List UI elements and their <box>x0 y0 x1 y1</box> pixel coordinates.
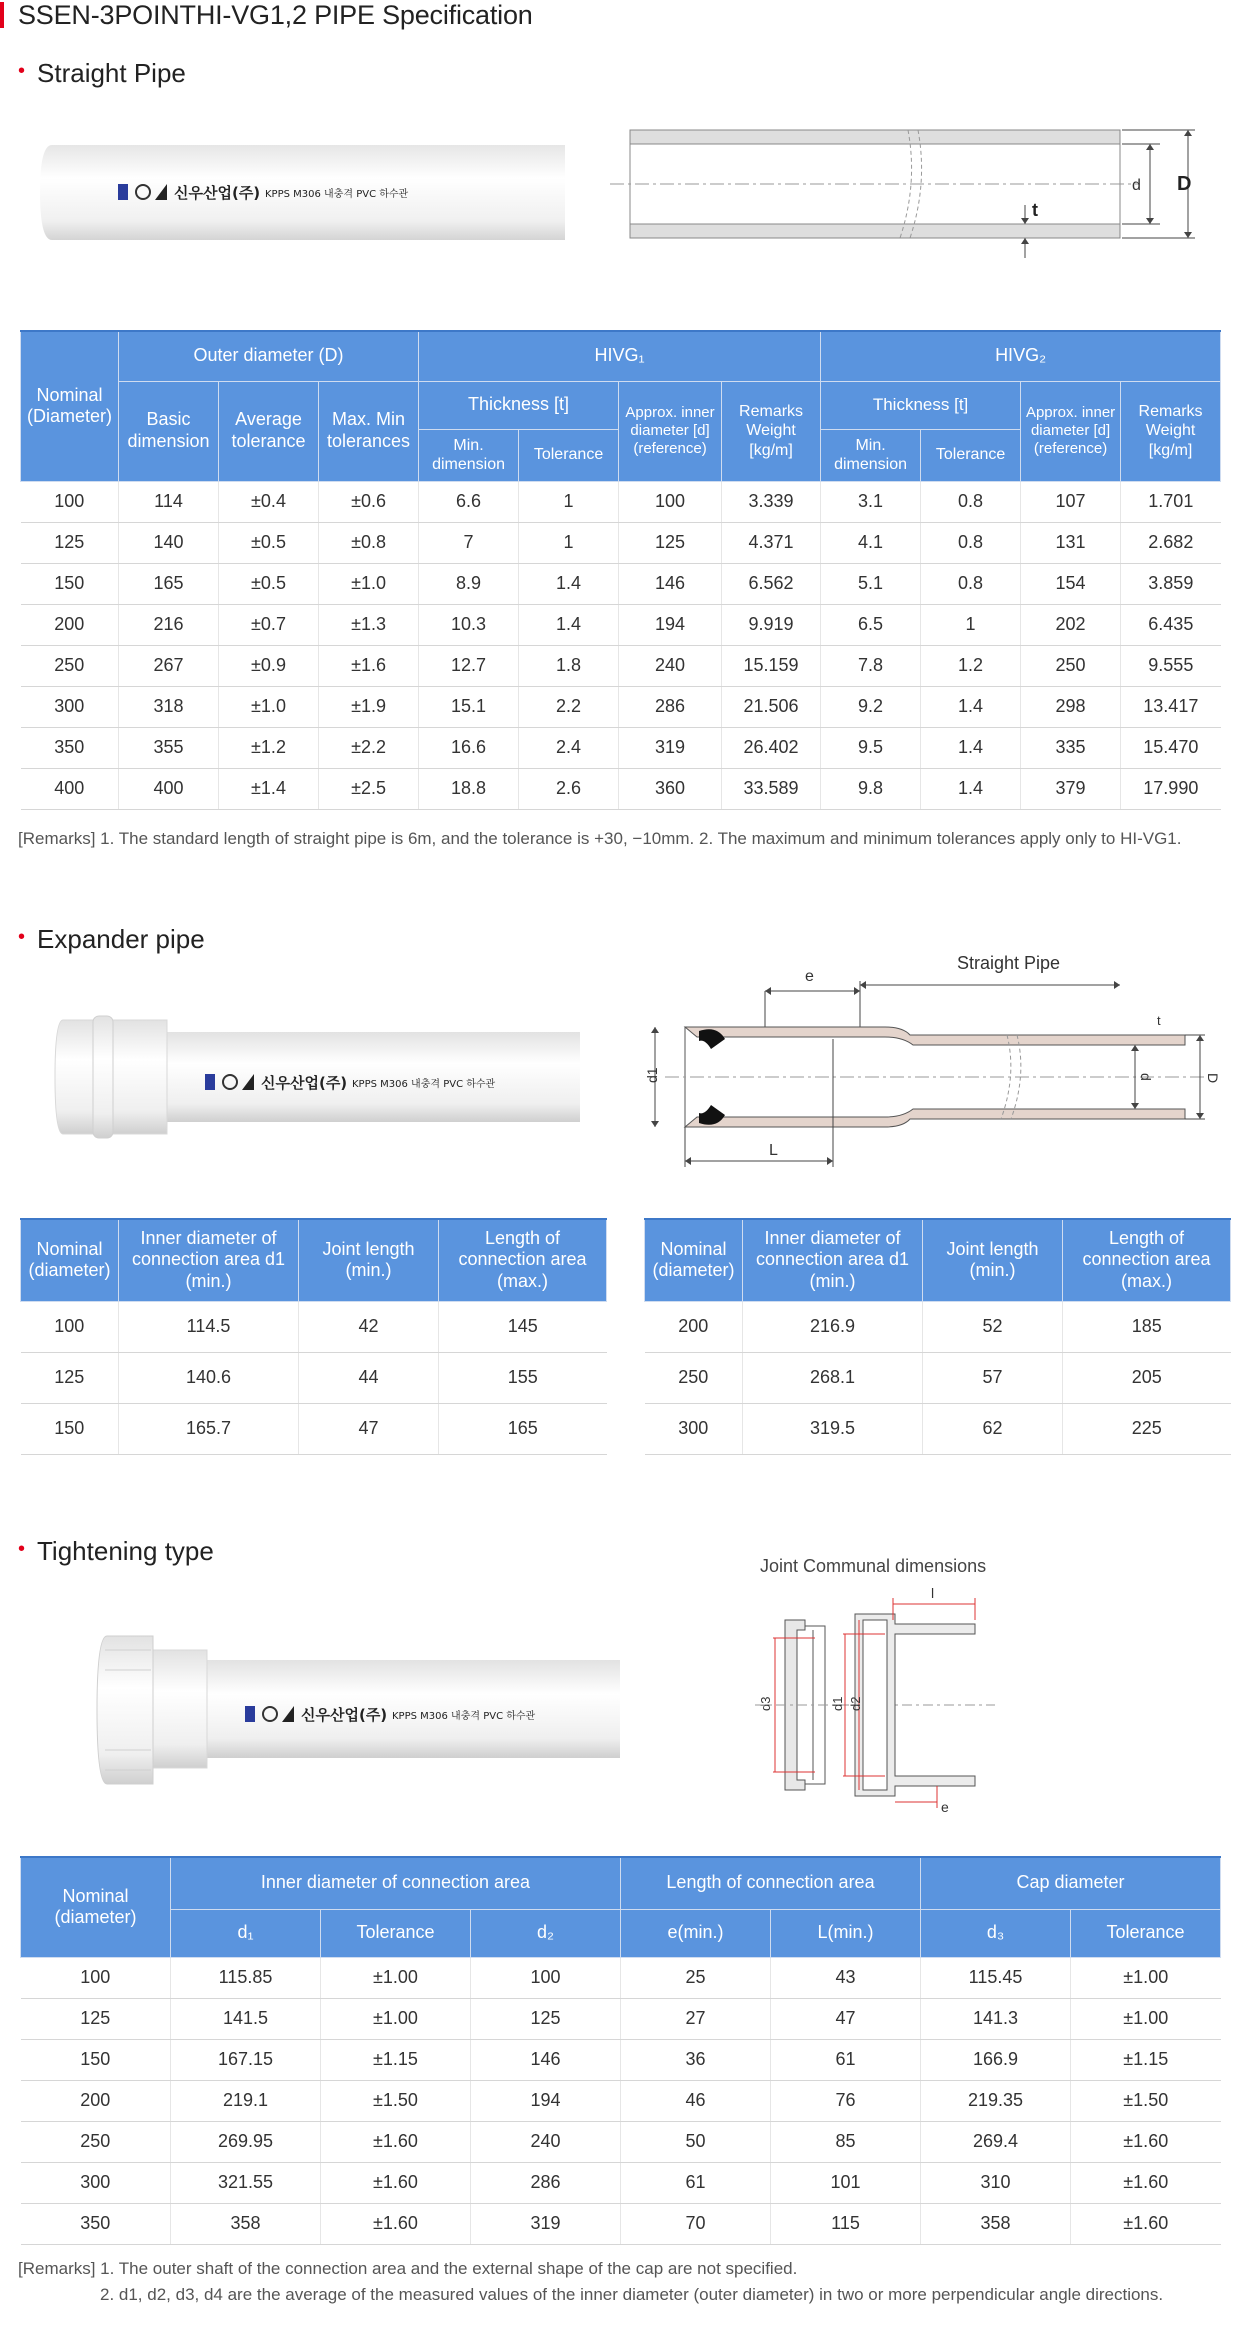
table-row <box>21 1352 607 1403</box>
table-row <box>21 2121 1221 2162</box>
table-cell: 165 <box>439 1403 607 1454</box>
table-row <box>21 1403 607 1454</box>
col-d1: d₁ <box>171 1909 321 1957</box>
table-row <box>21 2080 1221 2121</box>
table-cell: 0.8 <box>921 481 1021 522</box>
table-cell: ±1.0 <box>219 686 319 727</box>
table-cell: 52 <box>923 1301 1063 1352</box>
col-L-min: L(min.) <box>771 1909 921 1957</box>
table-cell: 240 <box>471 2121 621 2162</box>
table-cell: 100 <box>21 1301 119 1352</box>
table-cell: 61 <box>771 2039 921 2080</box>
table-cell: 115 <box>771 2203 921 2244</box>
table-cell: 310 <box>921 2162 1071 2203</box>
svg-text:d1: d1 <box>830 1696 845 1711</box>
tightening-remarks-2: 2. d1, d2, d3, d4 are the average of the measured values of the inner diameter (outer diameter) in two or more perpendicular angle directions. <box>100 2285 1164 2304</box>
table-cell: 46 <box>621 2080 771 2121</box>
section-heading-tightening: • Tightening type <box>18 1536 214 1566</box>
table-cell: 150 <box>21 563 119 604</box>
joint-diagram-caption: Joint Communal dimensions <box>760 1556 987 1576</box>
table-cell: 115.45 <box>921 1957 1071 1998</box>
col-inner-diameter-d1: Inner diameter of connection area d1 (min.) <box>119 1219 299 1301</box>
table-cell: 1.4 <box>921 686 1021 727</box>
table-cell: 85 <box>771 2121 921 2162</box>
table-cell: 101 <box>771 2162 921 2203</box>
joint-dimension-diagram <box>745 1585 1005 1820</box>
table-cell: 125 <box>21 522 119 563</box>
table-row <box>21 2203 1221 2244</box>
straight-pipe-diagram <box>600 120 1220 270</box>
col-outer-diameter: Outer diameter (D) <box>119 331 419 381</box>
table-cell: ±0.9 <box>219 645 319 686</box>
table-cell: 10.3 <box>419 604 519 645</box>
expander-table-left <box>20 1218 607 1455</box>
table-cell: 335 <box>1021 727 1121 768</box>
table-cell: 107 <box>1021 481 1121 522</box>
table-cell: 300 <box>21 686 119 727</box>
table-cell: ±1.50 <box>321 2080 471 2121</box>
table-cell: 200 <box>645 1301 743 1352</box>
table-cell: 355 <box>119 727 219 768</box>
col-e-min: e(min.) <box>621 1909 771 1957</box>
table-cell: 100 <box>21 1957 171 1998</box>
table-cell: ±1.6 <box>319 645 419 686</box>
table-cell: 1.8 <box>519 645 619 686</box>
table-cell: 2.4 <box>519 727 619 768</box>
svg-text:d: d <box>1138 1073 1154 1081</box>
table-cell: 250 <box>21 645 119 686</box>
col-inner-diameter-2: Approx. inner diameter [d] (reference) <box>1021 381 1121 481</box>
table-row <box>21 645 1221 686</box>
table-cell: 43 <box>771 1957 921 1998</box>
svg-text:t: t <box>1157 1013 1161 1028</box>
table-cell: 1.4 <box>519 563 619 604</box>
table-cell: 202 <box>1021 604 1121 645</box>
table-cell: 1.701 <box>1121 481 1221 522</box>
table-cell: 17.990 <box>1121 768 1221 809</box>
table-cell: 9.5 <box>821 727 921 768</box>
table-cell: ±1.00 <box>321 1998 471 2039</box>
svg-text:D: D <box>1177 173 1192 195</box>
table-cell: 15.159 <box>722 645 821 686</box>
table-cell: 6.435 <box>1121 604 1221 645</box>
table-cell: ±0.8 <box>319 522 419 563</box>
table-cell: ±2.5 <box>319 768 419 809</box>
svg-text:d2: d2 <box>848 1696 863 1711</box>
svg-text:d1: d1 <box>644 1067 660 1083</box>
table-cell: ±0.6 <box>319 481 419 522</box>
pipe-brand-text: 신우산업(주) <box>174 184 261 202</box>
table-cell: 2.6 <box>519 768 619 809</box>
tightening-remarks-1: [Remarks] 1. The outer shaft of the connection area and the external shape of the cap are not specified. <box>18 2259 798 2278</box>
svg-text:신우산업(주): 신우산업(주) <box>261 1074 348 1092</box>
table-cell: 400 <box>21 768 119 809</box>
section-heading-expander: • Expander pipe <box>18 924 205 954</box>
table-cell: 3.1 <box>821 481 921 522</box>
table-row <box>21 768 1221 809</box>
table-cell: 155 <box>439 1352 607 1403</box>
col-inner-diameter: Inner diameter of connection area <box>171 1857 621 1909</box>
table-cell: 219.1 <box>171 2080 321 2121</box>
table-cell: ±1.50 <box>1071 2080 1221 2121</box>
table-cell: 165.7 <box>119 1403 299 1454</box>
table-cell: 3.859 <box>1121 563 1221 604</box>
table-cell: 61 <box>621 2162 771 2203</box>
table-cell: 8.9 <box>419 563 519 604</box>
table-cell: ±0.7 <box>219 604 319 645</box>
table-row <box>645 1403 1231 1454</box>
table-row <box>645 1301 1231 1352</box>
table-cell: 146 <box>471 2039 621 2080</box>
table-cell: 0.8 <box>921 563 1021 604</box>
bullet-icon: • <box>18 926 26 948</box>
table-cell: 379 <box>1021 768 1121 809</box>
svg-text:e: e <box>941 1799 949 1815</box>
table-cell: ±2.2 <box>319 727 419 768</box>
table-cell: 6.6 <box>419 481 519 522</box>
table-cell: 150 <box>21 2039 171 2080</box>
table-cell: 125 <box>21 1352 119 1403</box>
table-cell: 300 <box>645 1403 743 1454</box>
straight-pipe-table <box>20 330 1221 810</box>
table-cell: 131 <box>1021 522 1121 563</box>
table-cell: 250 <box>21 2121 171 2162</box>
table-cell: 0.8 <box>921 522 1021 563</box>
expander-pipe-diagram <box>645 955 1225 1175</box>
tightening-pipe-image <box>95 1630 625 1790</box>
table-cell: ±1.60 <box>321 2203 471 2244</box>
table-cell: 1.2 <box>921 645 1021 686</box>
table-cell: 4.371 <box>722 522 821 563</box>
table-cell: 167.15 <box>171 2039 321 2080</box>
table-cell: 125 <box>21 1998 171 2039</box>
table-cell: ±1.9 <box>319 686 419 727</box>
pipe-marking-text: KPPS M306 내충격 PVC 하수관 <box>265 189 409 200</box>
table-cell: 44 <box>299 1352 439 1403</box>
table-row <box>21 1301 607 1352</box>
col-min-dimension: Min. dimension <box>419 429 519 481</box>
table-cell: ±1.60 <box>1071 2203 1221 2244</box>
table-cell: 62 <box>923 1403 1063 1454</box>
table-cell: ±1.00 <box>1071 1998 1221 2039</box>
table-cell: 145 <box>439 1301 607 1352</box>
table-cell: 205 <box>1063 1352 1231 1403</box>
table-row <box>21 563 1221 604</box>
table-cell: 154 <box>1021 563 1121 604</box>
table-cell: ±1.15 <box>1071 2039 1221 2080</box>
table-cell: 115.85 <box>171 1957 321 1998</box>
table-cell: 2.682 <box>1121 522 1221 563</box>
page-title-text: SSEN-3POINTHI-VG1,2 PIPE Specification <box>18 0 533 30</box>
table-row <box>21 2162 1221 2203</box>
table-cell: 250 <box>1021 645 1121 686</box>
tightening-table <box>20 1856 1221 2245</box>
table-cell: 100 <box>21 481 119 522</box>
table-row <box>21 604 1221 645</box>
table-cell: 9.2 <box>821 686 921 727</box>
table-cell: 1.4 <box>921 768 1021 809</box>
table-cell: 146 <box>619 563 722 604</box>
table-cell: 194 <box>619 604 722 645</box>
table-cell: ±1.60 <box>321 2121 471 2162</box>
table-cell: 250 <box>645 1352 743 1403</box>
table-cell: 25 <box>621 1957 771 1998</box>
col-inner-diameter: Approx. inner diameter [d] (reference) <box>619 381 722 481</box>
table-cell: 225 <box>1063 1403 1231 1454</box>
col-tolerance: Tolerance <box>321 1909 471 1957</box>
straight-remarks: [Remarks] 1. The standard length of straight pipe is 6m, and the tolerance is +30, −10mm. 2. The maximum and minimum tolerances apply only to HI-VG1. <box>18 829 1182 848</box>
col-tolerance-2: Tolerance <box>1071 1909 1221 1957</box>
table-cell: ±1.2 <box>219 727 319 768</box>
straight-pipe-image <box>40 140 570 250</box>
table-cell: 9.555 <box>1121 645 1221 686</box>
table-cell: 1.4 <box>921 727 1021 768</box>
table-cell: 12.7 <box>419 645 519 686</box>
col-nominal: Nominal (diameter) <box>21 1857 171 1957</box>
table-cell: 6.562 <box>722 563 821 604</box>
table-cell: 360 <box>619 768 722 809</box>
col-connection-length: Length of connection area <box>621 1857 921 1909</box>
svg-text:L: L <box>769 1142 778 1159</box>
table-cell: 50 <box>621 2121 771 2162</box>
table-row <box>21 727 1221 768</box>
table-cell: 200 <box>21 604 119 645</box>
table-cell: 114.5 <box>119 1301 299 1352</box>
col-nominal: Nominal (diameter) <box>21 1219 119 1301</box>
table-cell: 3.339 <box>722 481 821 522</box>
svg-text:d: d <box>1132 177 1141 194</box>
table-cell: 219.35 <box>921 2080 1071 2121</box>
table-cell: 100 <box>471 1957 621 1998</box>
table-cell: 4.1 <box>821 522 921 563</box>
table-cell: 125 <box>619 522 722 563</box>
table-cell: 6.5 <box>821 604 921 645</box>
table-cell: 1 <box>519 522 619 563</box>
table-cell: 16.6 <box>419 727 519 768</box>
table-cell: ±0.5 <box>219 563 319 604</box>
table-cell: 268.1 <box>743 1352 923 1403</box>
table-cell: 27 <box>621 1998 771 2039</box>
table-cell: 269.4 <box>921 2121 1071 2162</box>
table-cell: ±1.00 <box>321 1957 471 1998</box>
table-row <box>21 686 1221 727</box>
table-cell: 125 <box>471 1998 621 2039</box>
table-cell: 15.1 <box>419 686 519 727</box>
table-cell: 1 <box>519 481 619 522</box>
table-cell: 141.5 <box>171 1998 321 2039</box>
bullet-icon: • <box>18 60 26 82</box>
table-cell: 140.6 <box>119 1352 299 1403</box>
table-cell: 141.3 <box>921 1998 1071 2039</box>
table-cell: 240 <box>619 645 722 686</box>
col-d3: d₃ <box>921 1909 1071 1957</box>
page-title <box>0 0 533 30</box>
table-cell: ±1.60 <box>1071 2121 1221 2162</box>
table-cell: 5.1 <box>821 563 921 604</box>
table-cell: 318 <box>119 686 219 727</box>
svg-text:d3: d3 <box>758 1696 773 1711</box>
table-cell: 7 <box>419 522 519 563</box>
table-cell: 319 <box>471 2203 621 2244</box>
table-cell: 100 <box>619 481 722 522</box>
table-cell: 300 <box>21 2162 171 2203</box>
table-cell: 216.9 <box>743 1301 923 1352</box>
svg-text:KPPS M306 내충격 PVC 하수관: KPPS M306 내충격 PVC 하수관 <box>352 1079 496 1090</box>
table-cell: 1 <box>921 604 1021 645</box>
table-cell: ±1.60 <box>1071 2162 1221 2203</box>
table-cell: 358 <box>171 2203 321 2244</box>
col-cap-diameter: Cap diameter <box>921 1857 1221 1909</box>
table-cell: 319 <box>619 727 722 768</box>
col-thickness: Thickness [t] <box>419 381 619 429</box>
table-cell: 166.9 <box>921 2039 1071 2080</box>
table-row <box>21 1957 1221 1998</box>
col-min-dimension-2: Min. dimension <box>821 429 921 481</box>
table-cell: 47 <box>299 1403 439 1454</box>
table-cell: 76 <box>771 2080 921 2121</box>
table-cell: 140 <box>119 522 219 563</box>
col-d2: d₂ <box>471 1909 621 1957</box>
col-maxmin-tolerance: Max. Min tolerances <box>319 381 419 481</box>
col-joint-length: Joint length (min.) <box>923 1219 1063 1301</box>
table-cell: 1.4 <box>519 604 619 645</box>
col-connection-length: Length of connection area (max.) <box>1063 1219 1231 1301</box>
svg-text:t: t <box>1032 200 1038 220</box>
title-accent-bar <box>0 2 4 28</box>
svg-text:Straight Pipe: Straight Pipe <box>957 953 1061 973</box>
table-cell: 267 <box>119 645 219 686</box>
col-tolerance: Tolerance <box>519 429 619 481</box>
table-row <box>21 481 1221 522</box>
table-cell: 319.5 <box>743 1403 923 1454</box>
col-weight-2: Remarks Weight [kg/m] <box>1121 381 1221 481</box>
svg-text:l: l <box>931 1585 935 1601</box>
expander-table-right <box>644 1218 1231 1455</box>
table-cell: 2.2 <box>519 686 619 727</box>
col-tolerance-2: Tolerance <box>921 429 1021 481</box>
col-weight: Remarks Weight [kg/m] <box>722 381 821 481</box>
table-cell: 33.589 <box>722 768 821 809</box>
table-row <box>21 2039 1221 2080</box>
col-nominal: Nominal (diameter) <box>645 1219 743 1301</box>
table-cell: 13.417 <box>1121 686 1221 727</box>
table-cell: ±1.00 <box>1071 1957 1221 1998</box>
col-thickness-2: Thickness [t] <box>821 381 1021 429</box>
table-row <box>21 522 1221 563</box>
svg-text:신우산업(주): 신우산업(주) <box>301 1706 388 1724</box>
section-heading-straight: • Straight Pipe <box>18 58 186 88</box>
table-cell: 7.8 <box>821 645 921 686</box>
table-cell: ±1.15 <box>321 2039 471 2080</box>
table-cell: 114 <box>119 481 219 522</box>
expander-pipe-image <box>55 1010 585 1140</box>
table-cell: 150 <box>21 1403 119 1454</box>
table-cell: 9.919 <box>722 604 821 645</box>
table-cell: 165 <box>119 563 219 604</box>
table-cell: 200 <box>21 2080 171 2121</box>
table-cell: 36 <box>621 2039 771 2080</box>
table-cell: 286 <box>619 686 722 727</box>
table-cell: 350 <box>21 727 119 768</box>
table-cell: 269.95 <box>171 2121 321 2162</box>
table-cell: 194 <box>471 2080 621 2121</box>
col-basic-dimension: Basic dimension <box>119 381 219 481</box>
col-connection-length: Length of connection area (max.) <box>439 1219 607 1301</box>
table-cell: 9.8 <box>821 768 921 809</box>
col-nominal: Nominal (Diameter) <box>21 331 119 481</box>
table-cell: 15.470 <box>1121 727 1221 768</box>
table-row <box>21 1998 1221 2039</box>
table-cell: 350 <box>21 2203 171 2244</box>
bullet-icon: • <box>18 1538 26 1560</box>
table-cell: 400 <box>119 768 219 809</box>
table-cell: 57 <box>923 1352 1063 1403</box>
table-cell: 321.55 <box>171 2162 321 2203</box>
table-cell: 286 <box>471 2162 621 2203</box>
svg-text:KPPS M306 내충격 PVC 하수관: KPPS M306 내충격 PVC 하수관 <box>392 1711 536 1722</box>
col-joint-length: Joint length (min.) <box>299 1219 439 1301</box>
col-average-tolerance: Average tolerance <box>219 381 319 481</box>
table-cell: 298 <box>1021 686 1121 727</box>
col-hivg2: HIVG₂ <box>821 331 1221 381</box>
table-cell: 185 <box>1063 1301 1231 1352</box>
table-cell: ±1.60 <box>321 2162 471 2203</box>
table-row <box>645 1352 1231 1403</box>
svg-text:e: e <box>805 968 814 985</box>
table-cell: ±1.3 <box>319 604 419 645</box>
table-cell: ±1.0 <box>319 563 419 604</box>
table-cell: 42 <box>299 1301 439 1352</box>
col-inner-diameter-d1: Inner diameter of connection area d1 (min.) <box>743 1219 923 1301</box>
table-cell: 216 <box>119 604 219 645</box>
table-cell: ±0.4 <box>219 481 319 522</box>
table-cell: 358 <box>921 2203 1071 2244</box>
table-cell: 70 <box>621 2203 771 2244</box>
table-cell: 18.8 <box>419 768 519 809</box>
table-cell: 21.506 <box>722 686 821 727</box>
col-hivg1: HIVG₁ <box>419 331 821 381</box>
svg-text:D: D <box>1205 1073 1221 1084</box>
table-cell: 47 <box>771 1998 921 2039</box>
table-cell: ±1.4 <box>219 768 319 809</box>
table-cell: 26.402 <box>722 727 821 768</box>
table-cell: ±0.5 <box>219 522 319 563</box>
